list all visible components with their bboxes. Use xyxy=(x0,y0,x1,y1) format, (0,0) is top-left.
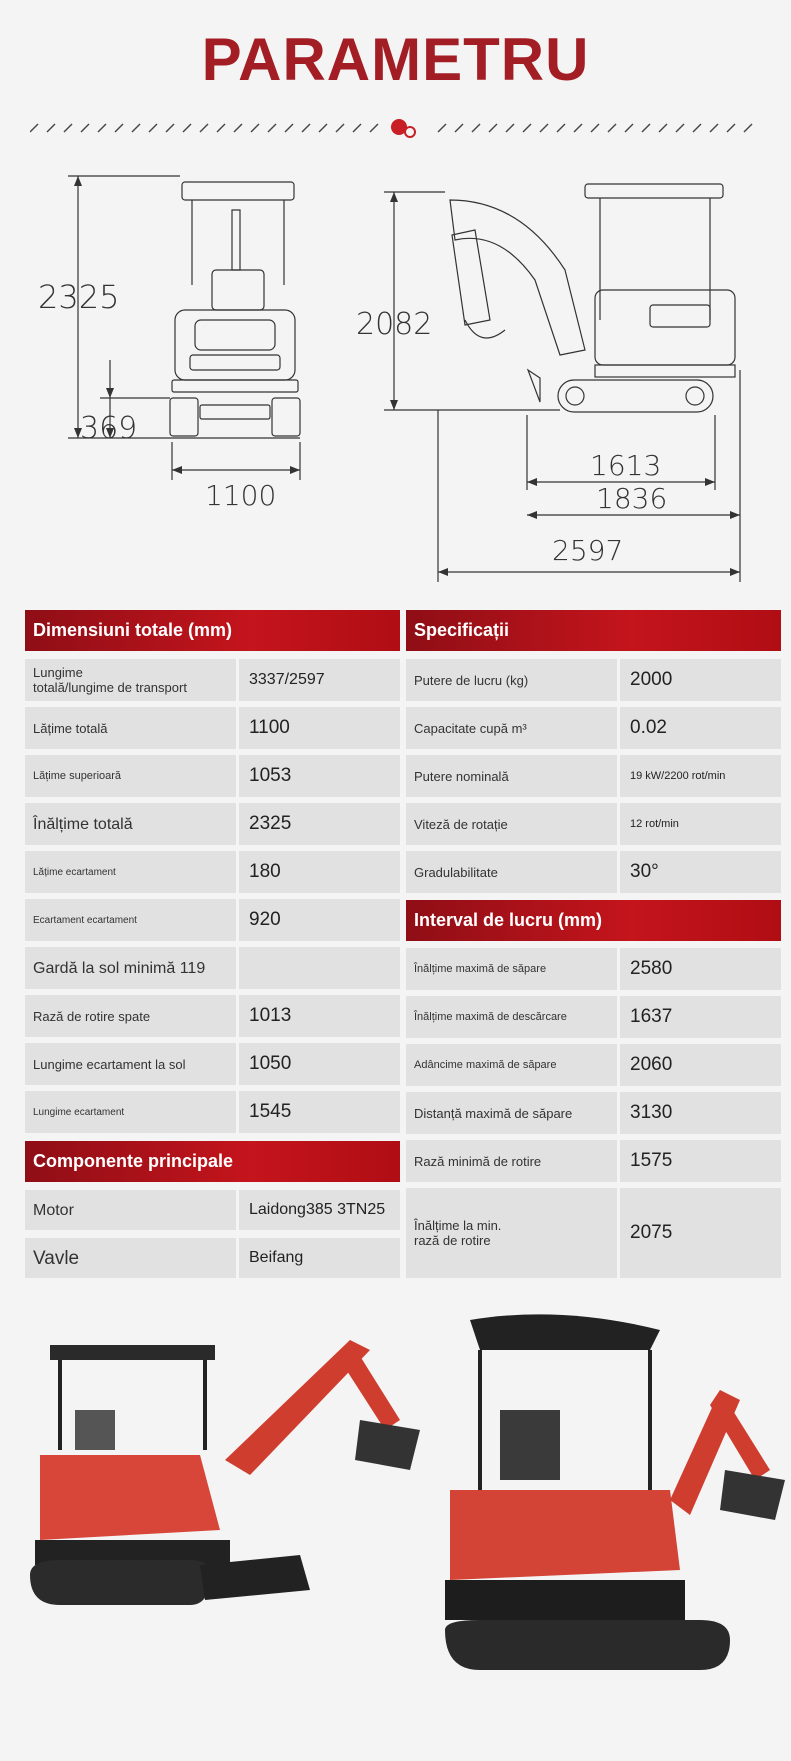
excavator-right-image xyxy=(445,1314,785,1670)
row-value: 0.02 xyxy=(620,707,781,749)
row-value: 3130 xyxy=(620,1092,781,1134)
dim-side-length: 2597 xyxy=(552,534,624,567)
row-value: 3337/2597 xyxy=(239,659,400,701)
dimension-diagram xyxy=(0,170,791,600)
row-value: 180 xyxy=(239,851,400,893)
row-label: Gardă la sol minimă 119 xyxy=(25,947,236,989)
row-value: 1053 xyxy=(239,755,400,797)
row-value: Beifang xyxy=(239,1238,400,1278)
excavator-photos xyxy=(0,1300,791,1750)
row-label: Viteză de rotație xyxy=(406,803,617,845)
row-value: 2060 xyxy=(620,1044,781,1086)
dim-front-clearance: 369 xyxy=(80,411,138,446)
row-label: Rază de rotire spate xyxy=(25,995,236,1037)
divider-ring-icon xyxy=(405,127,415,137)
row-value: 1100 xyxy=(239,707,400,749)
row-value: Laidong385 3TN25 xyxy=(239,1190,400,1230)
row-label: Adâncime maximă de săpare xyxy=(406,1044,617,1086)
dim-front-width: 1100 xyxy=(205,479,277,512)
row-label: Rază minimă de rotire xyxy=(406,1140,617,1182)
row-value: 19 kW/2200 rot/min xyxy=(620,755,781,797)
front-view-drawing xyxy=(170,182,300,436)
working-header: Interval de lucru (mm) xyxy=(406,900,781,941)
row-label: Lățime ecartament xyxy=(25,851,236,893)
row-label: Înălțime maximă de descărcare xyxy=(406,996,617,1038)
dim-side-height: 2082 xyxy=(356,307,433,342)
row-label: Lungime ecartament xyxy=(25,1091,236,1133)
row-value: 2580 xyxy=(620,948,781,990)
title-divider xyxy=(30,118,761,138)
row-label: Înălțime totală xyxy=(25,803,236,845)
row-value: 12 rot/min xyxy=(620,803,781,845)
components-header: Componente principale xyxy=(25,1141,400,1182)
row-label: Lățime totală xyxy=(25,707,236,749)
row-label: Putere de lucru (kg) xyxy=(406,659,617,701)
row-value: 2325 xyxy=(239,803,400,845)
dim-front-height: 2325 xyxy=(38,278,120,316)
side-view-drawing xyxy=(450,184,735,412)
row-label: Vavle xyxy=(25,1238,236,1278)
dim-side-track2: 1836 xyxy=(596,482,668,515)
row-value: 1545 xyxy=(239,1091,400,1133)
row-label: Gradulabilitate xyxy=(406,851,617,893)
row-label: Lungime totală/lungime de transport xyxy=(25,659,236,701)
row-label: Capacitate cupă m³ xyxy=(406,707,617,749)
page-title: PARAMETRU xyxy=(201,26,590,93)
row-value: 1637 xyxy=(620,996,781,1038)
row-value: 2075 xyxy=(620,1188,781,1278)
row-label: Înălțime maximă de săpare xyxy=(406,948,617,990)
row-value: 920 xyxy=(239,899,400,941)
row-value: 2000 xyxy=(620,659,781,701)
row-label: Lățime superioară xyxy=(25,755,236,797)
dim-side-track1: 1613 xyxy=(590,449,662,482)
row-label: Înălțime la min. rază de rotire xyxy=(406,1188,617,1278)
overall-header: Dimensiuni totale (mm) xyxy=(25,610,400,651)
row-value: 30° xyxy=(620,851,781,893)
excavator-left-image xyxy=(30,1340,420,1605)
row-label: Putere nominală xyxy=(406,755,617,797)
row-value: 1575 xyxy=(620,1140,781,1182)
row-label: Lungime ecartament la sol xyxy=(25,1043,236,1085)
row-value: 1013 xyxy=(239,995,400,1037)
specs-header: Specificații xyxy=(406,610,781,651)
row-value xyxy=(239,947,400,989)
row-label: Ecartament ecartament xyxy=(25,899,236,941)
row-label: Distanță maximă de săpare xyxy=(406,1092,617,1134)
row-value: 1050 xyxy=(239,1043,400,1085)
row-label: Motor xyxy=(25,1190,236,1230)
